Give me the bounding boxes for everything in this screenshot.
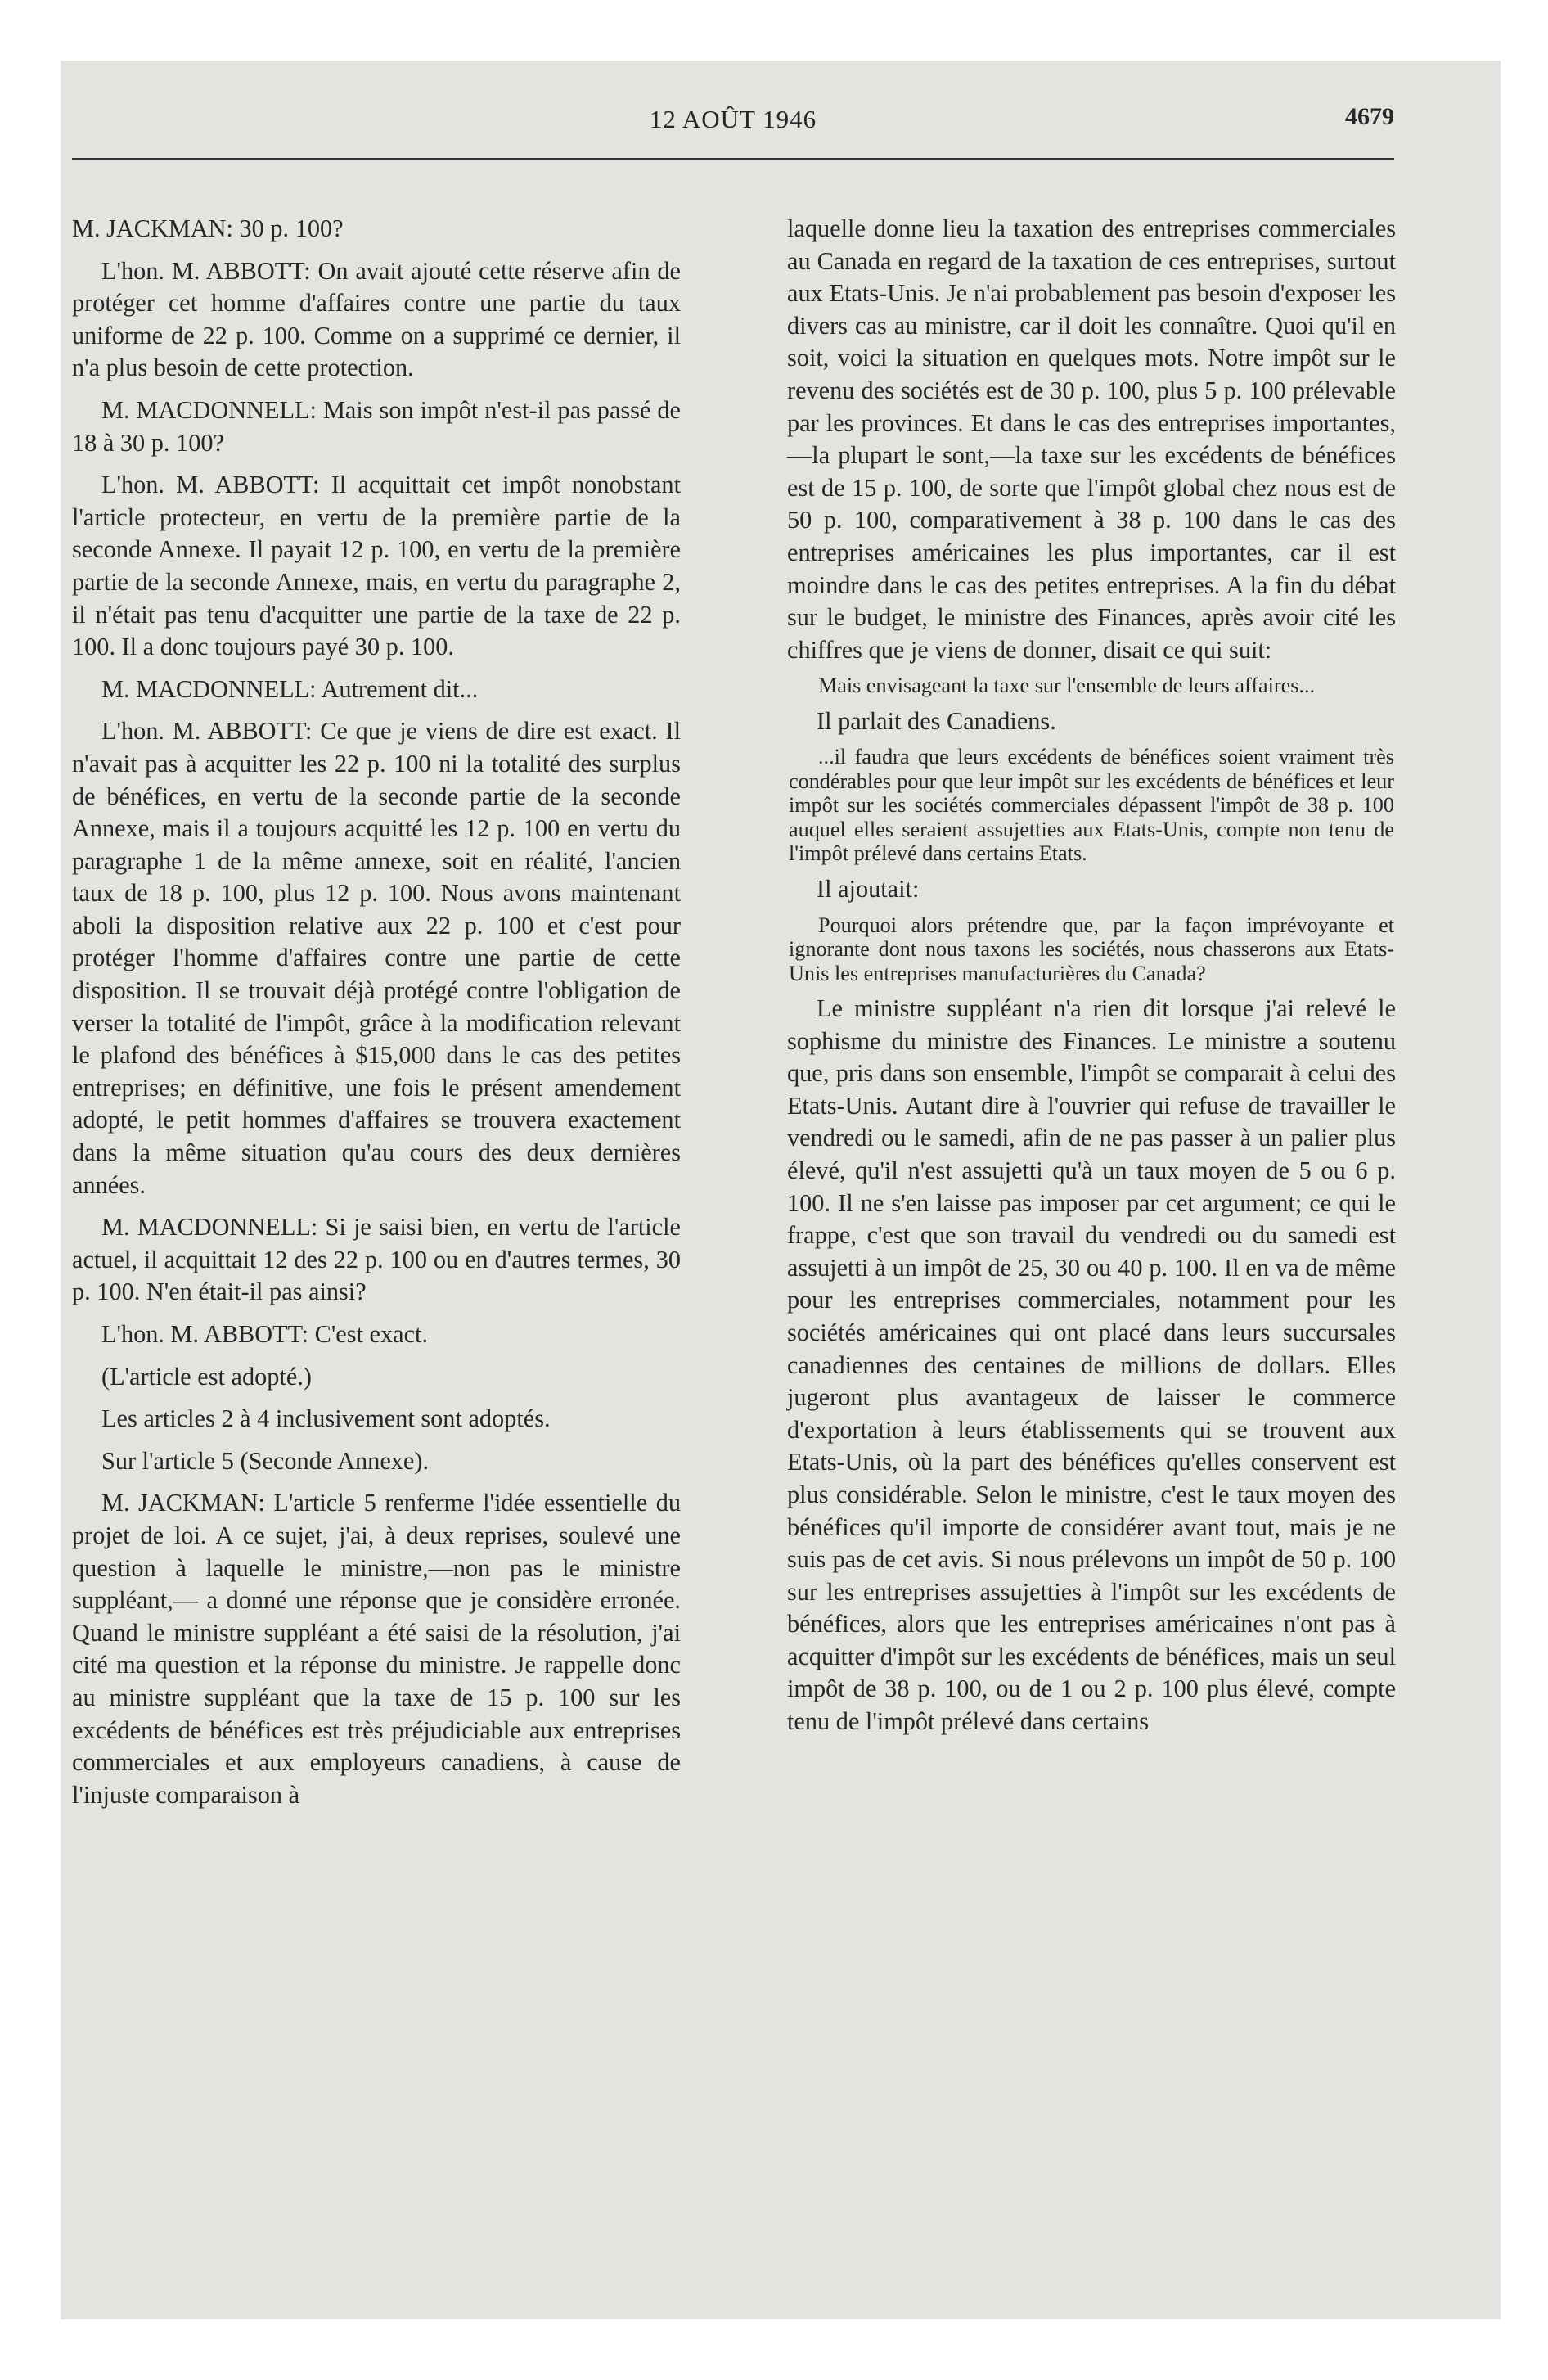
- paragraph: Il parlait des Canadiens.: [817, 706, 1056, 735]
- paragraph: L'hon. M. ABBOTT: On avait ajouté cette réserve afin de protéger cet homme d'affaires contre une partie du taux uniforme de 22 p. 100. Comme on a supprimé ce dernier, il n'a plus besoin de cette protection.: [72, 256, 681, 382]
- paragraph: M. MACDONNELL: Mais son impôt n'est-il pas passé de 18 à 30 p. 100?: [72, 395, 681, 457]
- block-quote: Pourquoi alors prétendre que, par la façon imprévoyante et ignorante dont nous taxons les sociétés, nous chasserons aux Etats-Unis les entreprises manufacturières du Canada?: [789, 913, 1394, 985]
- header-rule: [72, 158, 1394, 160]
- paragraph: (L'article est adopté.): [101, 1362, 312, 1391]
- block-quote: Mais envisageant la taxe sur l'ensemble de leurs affaires...: [818, 674, 1316, 698]
- paragraph: M. MACDONNELL: Autrement dit...: [101, 674, 479, 703]
- paragraph: M. MACDONNELL: Si je saisi bien, en vertu de l'article actuel, il acquittait 12 des 22 p. 100 ou en d'autres termes, 30 p. 100. N'en était-il pas ainsi?: [72, 1213, 681, 1306]
- paragraph: M. JACKMAN: L'article 5 renferme l'idée essentielle du projet de loi. A ce sujet, j'ai, à deux reprises, soulevé une question à laquelle le ministre,—non pas le ministre suppléant,— a donné une réponse que je considère erronée. Quand le ministre suppléant a été saisi de la résolution, j'ai cité ma question et la réponse du ministre. Je rappelle donc au ministre suppléant que la taxe de 15 p. 100 sur les excédents de bénéfices est très préjudiciable aux entreprises commerciales et aux employeurs canadiens, à cause de l'injuste comparaison à: [72, 1489, 681, 1809]
- block-quote: ...il faudra que leurs excédents de bénéfices soient vraiment très condérables pour que leur impôt sur les excédents de bénéfices et leur impôt sur les sociétés commerciales dépassent l'impôt de 38 p. 100 auquel elles seraient assujetties aux Etats-Unis, compte non tenu de l'impôt prélevé dans certains Etats.: [789, 745, 1394, 866]
- left-column: [72, 213, 681, 1811]
- page-date: 12 AOÛT 1946: [649, 105, 817, 133]
- paragraph: L'hon. M. ABBOTT: C'est exact.: [101, 1320, 429, 1348]
- paragraph: L'hon. M. ABBOTT: Il acquittait cet impôt nonobstant l'article protecteur, en vertu de la première partie de la seconde Annexe. Il payait 12 p. 100, en vertu de la première partie de la seconde Annexe, mais, en vertu du paragraphe 2, il n'était pas tenu d'acquitter une partie de la taxe de 22 p. 100. Il a donc toujours payé 30 p. 100.: [72, 471, 681, 661]
- paragraph: Le ministre suppléant n'a rien dit lorsque j'ai relevé le sophisme du ministre des Finances. Le ministre a soutenu que, pris dans son ensemble, l'impôt se comparait à celui des Etats-Unis. Autant dire à l'ouvrier qui refuse de travailler le vendredi ou le samedi, afin de ne pas passer à un palier plus élevé, qu'il n'est assujetti qu'à un taux moyen de 5 ou 6 p. 100. Il ne s'en laisse pas imposer par cet argument; ce qui le frappe, c'est que son travail du vendredi ou du samedi est assujetti à un impôt de 25, 30 ou 40 p. 100. Il en va de même pour les entreprises commerciales, notamment pour les sociétés américaines qui ont placé dans leurs succursales canadiennes des centaines de millions de dollars. Elles jugeront plus avantageux de laisser le commerce d'exportation à leurs établissements qui se trouvent aux Etats-Unis, où la part des bénéfices qu'elles conservent est plus considérable. Selon le ministre, c'est le taux moyen des bénéfices qu'il importe de considérer avant tout, mais je ne suis pas de cet avis. Si nous prélevons un impôt de 50 p. 100 sur les entreprises assujetties à l'impôt sur les excédents de bénéfices, alors que les entreprises américaines n'ont pas à acquitter d'impôt sur les excédents de bénéfices, mais un seul impôt de 38 p. 100, ou de 1 ou 2 p. 100 plus élevé, compte tenu de l'impôt prélevé dans certains: [787, 994, 1396, 1736]
- page-header: [72, 85, 1394, 160]
- right-column: [787, 213, 1396, 1738]
- paragraph: Il ajoutait:: [817, 874, 920, 903]
- paragraph: M. JACKMAN: 30 p. 100?: [72, 214, 344, 242]
- paragraph: laquelle donne lieu la taxation des entreprises commerciales au Canada en regard de la taxation de ces entreprises, surtout aux Etats-Unis. Je n'ai probablement pas besoin d'exposer les divers cas au ministre, car il doit les connaître. Quoi qu'il en soit, voici la situation en quelques mots. Notre impôt sur le revenu des sociétés est de 30 p. 100, plus 5 p. 100 prélevable par les provinces. Et dans le cas des entreprises importantes,—la plupart le sont,—la taxe sur les excédents de bénéfices est de 15 p. 100, de sorte que l'impôt global chez nous est de 50 p. 100, comparativement à 38 p. 100 dans le cas des entreprises américaines les plus importantes, car il est moindre dans le cas des petites entreprises. A la fin du débat sur le budget, le ministre des Finances, après avoir cité les chiffres que je viens de donner, disait ce qui suit:: [787, 214, 1396, 664]
- paragraph: Les articles 2 à 4 inclusivement sont adoptés.: [101, 1404, 551, 1433]
- paragraph: L'hon. M. ABBOTT: Ce que je viens de dire est exact. Il n'avait pas à acquitter les 22 p. 100 ni la totalité des surplus de bénéfices, en vertu de la seconde partie de la seconde Annexe, mais il a toujours acquitté les 12 p. 100 en vertu du paragraphe 1 de la même annexe, soit en réalité, l'ancien taux de 18 p. 100, plus 12 p. 100. Nous avons maintenant aboli la disposition relative aux 22 p. 100 et c'est pour protéger l'homme d'affaires contre une partie de cette disposition. Il se trouvait déjà protégé contre l'obligation de verser la totalité de l'impôt, grâce à la modification relevant le plafond des bénéfices à $15,000 dans le cas des petites entreprises; en définitive, une fois le présent amendement adopté, le petit hommes d'affaires se trouvera exactement dans la même situation qu'au cours des deux dernières années.: [72, 717, 681, 1199]
- paragraph: Sur l'article 5 (Seconde Annexe).: [101, 1446, 430, 1475]
- page-number: 4679: [1345, 103, 1394, 130]
